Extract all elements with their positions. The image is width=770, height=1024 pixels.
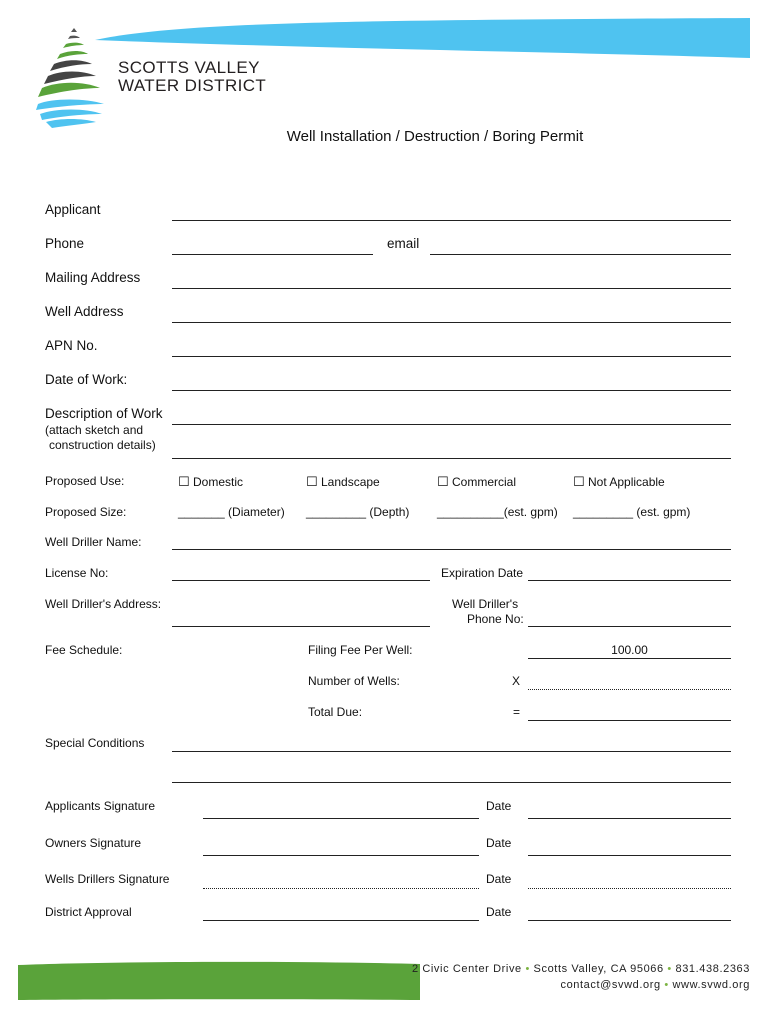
- owner-date-label: Date: [486, 836, 512, 850]
- special-conditions-field-2[interactable]: [172, 782, 731, 783]
- district-date-field[interactable]: [528, 920, 731, 921]
- driller-address-label: Well Driller's Address:: [45, 597, 162, 611]
- fee-schedule-label: Fee Schedule:: [45, 643, 123, 657]
- header-banner: [0, 0, 770, 70]
- diameter-field[interactable]: _______ (Diameter): [178, 505, 285, 519]
- filing-fee-line: [528, 658, 731, 659]
- use-option-label: Landscape: [321, 475, 380, 489]
- use-option-not-applicable[interactable]: [573, 474, 665, 490]
- footer-street: 2 Civic Center Drive: [411, 963, 522, 975]
- driller-phone-label-2: Phone No:: [467, 612, 524, 626]
- email-label: email: [387, 236, 420, 251]
- special-conditions-field-1[interactable]: [172, 751, 731, 752]
- date-of-work-field[interactable]: [172, 390, 731, 391]
- checkbox-icon[interactable]: ☐: [437, 474, 449, 489]
- use-option-label: Domestic: [193, 475, 244, 489]
- description-note-2: construction details): [49, 438, 156, 452]
- use-option-commercial[interactable]: [437, 474, 516, 490]
- depth-field[interactable]: _________ (Depth): [306, 505, 410, 519]
- license-field[interactable]: [172, 580, 430, 581]
- total-due-field[interactable]: [528, 720, 731, 721]
- applicant-date-field[interactable]: [528, 818, 731, 819]
- use-option-domestic[interactable]: [178, 474, 243, 490]
- footer-separator: •: [525, 963, 530, 975]
- filing-fee-value: 100.00: [611, 643, 648, 657]
- use-option-label: Commercial: [452, 475, 517, 489]
- footer-website-link[interactable]: www.svwd.org: [672, 979, 750, 991]
- district-approval-field[interactable]: [203, 920, 479, 921]
- applicant-field[interactable]: [172, 220, 731, 221]
- applicant-signature-field[interactable]: [203, 818, 479, 819]
- district-approval-label: District Approval: [45, 905, 132, 919]
- driller-name-label: Well Driller Name:: [45, 535, 142, 549]
- form-title: Well Installation / Destruction / Boring Permit: [286, 128, 584, 145]
- checkbox-icon[interactable]: ☐: [573, 474, 585, 489]
- est-gpm-field-2[interactable]: _________ (est. gpm): [573, 505, 691, 519]
- use-option-landscape[interactable]: [306, 474, 380, 490]
- footer-separator: •: [667, 963, 672, 975]
- times-sign: X: [512, 674, 521, 688]
- driller-signature-label: Wells Drillers Signature: [45, 872, 170, 886]
- driller-phone-label-1: Well Driller's: [452, 597, 519, 611]
- date-of-work-label: Date of Work:: [45, 372, 128, 387]
- well-address-field[interactable]: [172, 322, 731, 323]
- expiration-field[interactable]: [528, 580, 731, 581]
- description-field-2[interactable]: [172, 458, 731, 459]
- use-option-label: Not Applicable: [588, 475, 665, 489]
- driller-date-field[interactable]: [528, 888, 731, 889]
- driller-signature-field[interactable]: [203, 888, 479, 889]
- owner-signature-label: Owners Signature: [45, 836, 142, 850]
- checkbox-icon[interactable]: ☐: [178, 474, 190, 489]
- footer-city: Scotts Valley, CA 95066: [533, 963, 664, 975]
- description-field-1[interactable]: [172, 424, 731, 425]
- driller-name-field[interactable]: [172, 549, 731, 550]
- driller-date-label: Date: [486, 872, 512, 886]
- proposed-use-label: Proposed Use:: [45, 474, 125, 488]
- mailing-address-field[interactable]: [172, 288, 731, 289]
- expiration-label: Expiration Date: [441, 566, 524, 580]
- footer-email-link[interactable]: contact@svwd.org: [560, 979, 661, 991]
- filing-fee-label: Filing Fee Per Well:: [308, 643, 413, 657]
- equals-sign: =: [513, 705, 521, 719]
- driller-address-field[interactable]: [172, 626, 430, 627]
- number-of-wells-field[interactable]: [528, 689, 731, 690]
- apn-label: APN No.: [45, 338, 98, 353]
- footer-phone: 831.438.2363: [675, 963, 750, 975]
- driller-phone-field[interactable]: [528, 626, 731, 627]
- footer-separator: •: [664, 979, 669, 991]
- license-label: License No:: [45, 566, 109, 580]
- owner-date-field[interactable]: [528, 855, 731, 856]
- owner-signature-field[interactable]: [203, 855, 479, 856]
- district-logo: [30, 26, 110, 134]
- footer-line-2: [560, 978, 750, 993]
- apn-field[interactable]: [172, 356, 731, 357]
- footer-line-1: [412, 962, 750, 977]
- special-conditions-label: Special Conditions: [45, 736, 145, 750]
- applicant-date-label: Date: [486, 799, 512, 813]
- email-field[interactable]: [430, 254, 731, 255]
- phone-label: Phone: [45, 236, 85, 251]
- description-label: Description of Work: [45, 406, 163, 421]
- number-of-wells-label: Number of Wells:: [308, 674, 400, 688]
- applicant-signature-label: Applicants Signature: [45, 799, 156, 813]
- proposed-size-label: Proposed Size:: [45, 505, 127, 519]
- description-note-1: (attach sketch and: [45, 423, 144, 437]
- applicant-label: Applicant: [45, 202, 101, 217]
- checkbox-icon[interactable]: ☐: [306, 474, 318, 489]
- org-name-line1: SCOTTS VALLEY: [118, 58, 260, 77]
- org-name-line2: WATER DISTRICT: [118, 76, 267, 95]
- phone-field[interactable]: [172, 254, 373, 255]
- well-address-label: Well Address: [45, 304, 124, 319]
- district-date-label: Date: [486, 905, 512, 919]
- total-due-label: Total Due:: [308, 705, 363, 719]
- est-gpm-field-1[interactable]: __________(est. gpm): [437, 505, 558, 519]
- mailing-address-label: Mailing Address: [45, 270, 141, 285]
